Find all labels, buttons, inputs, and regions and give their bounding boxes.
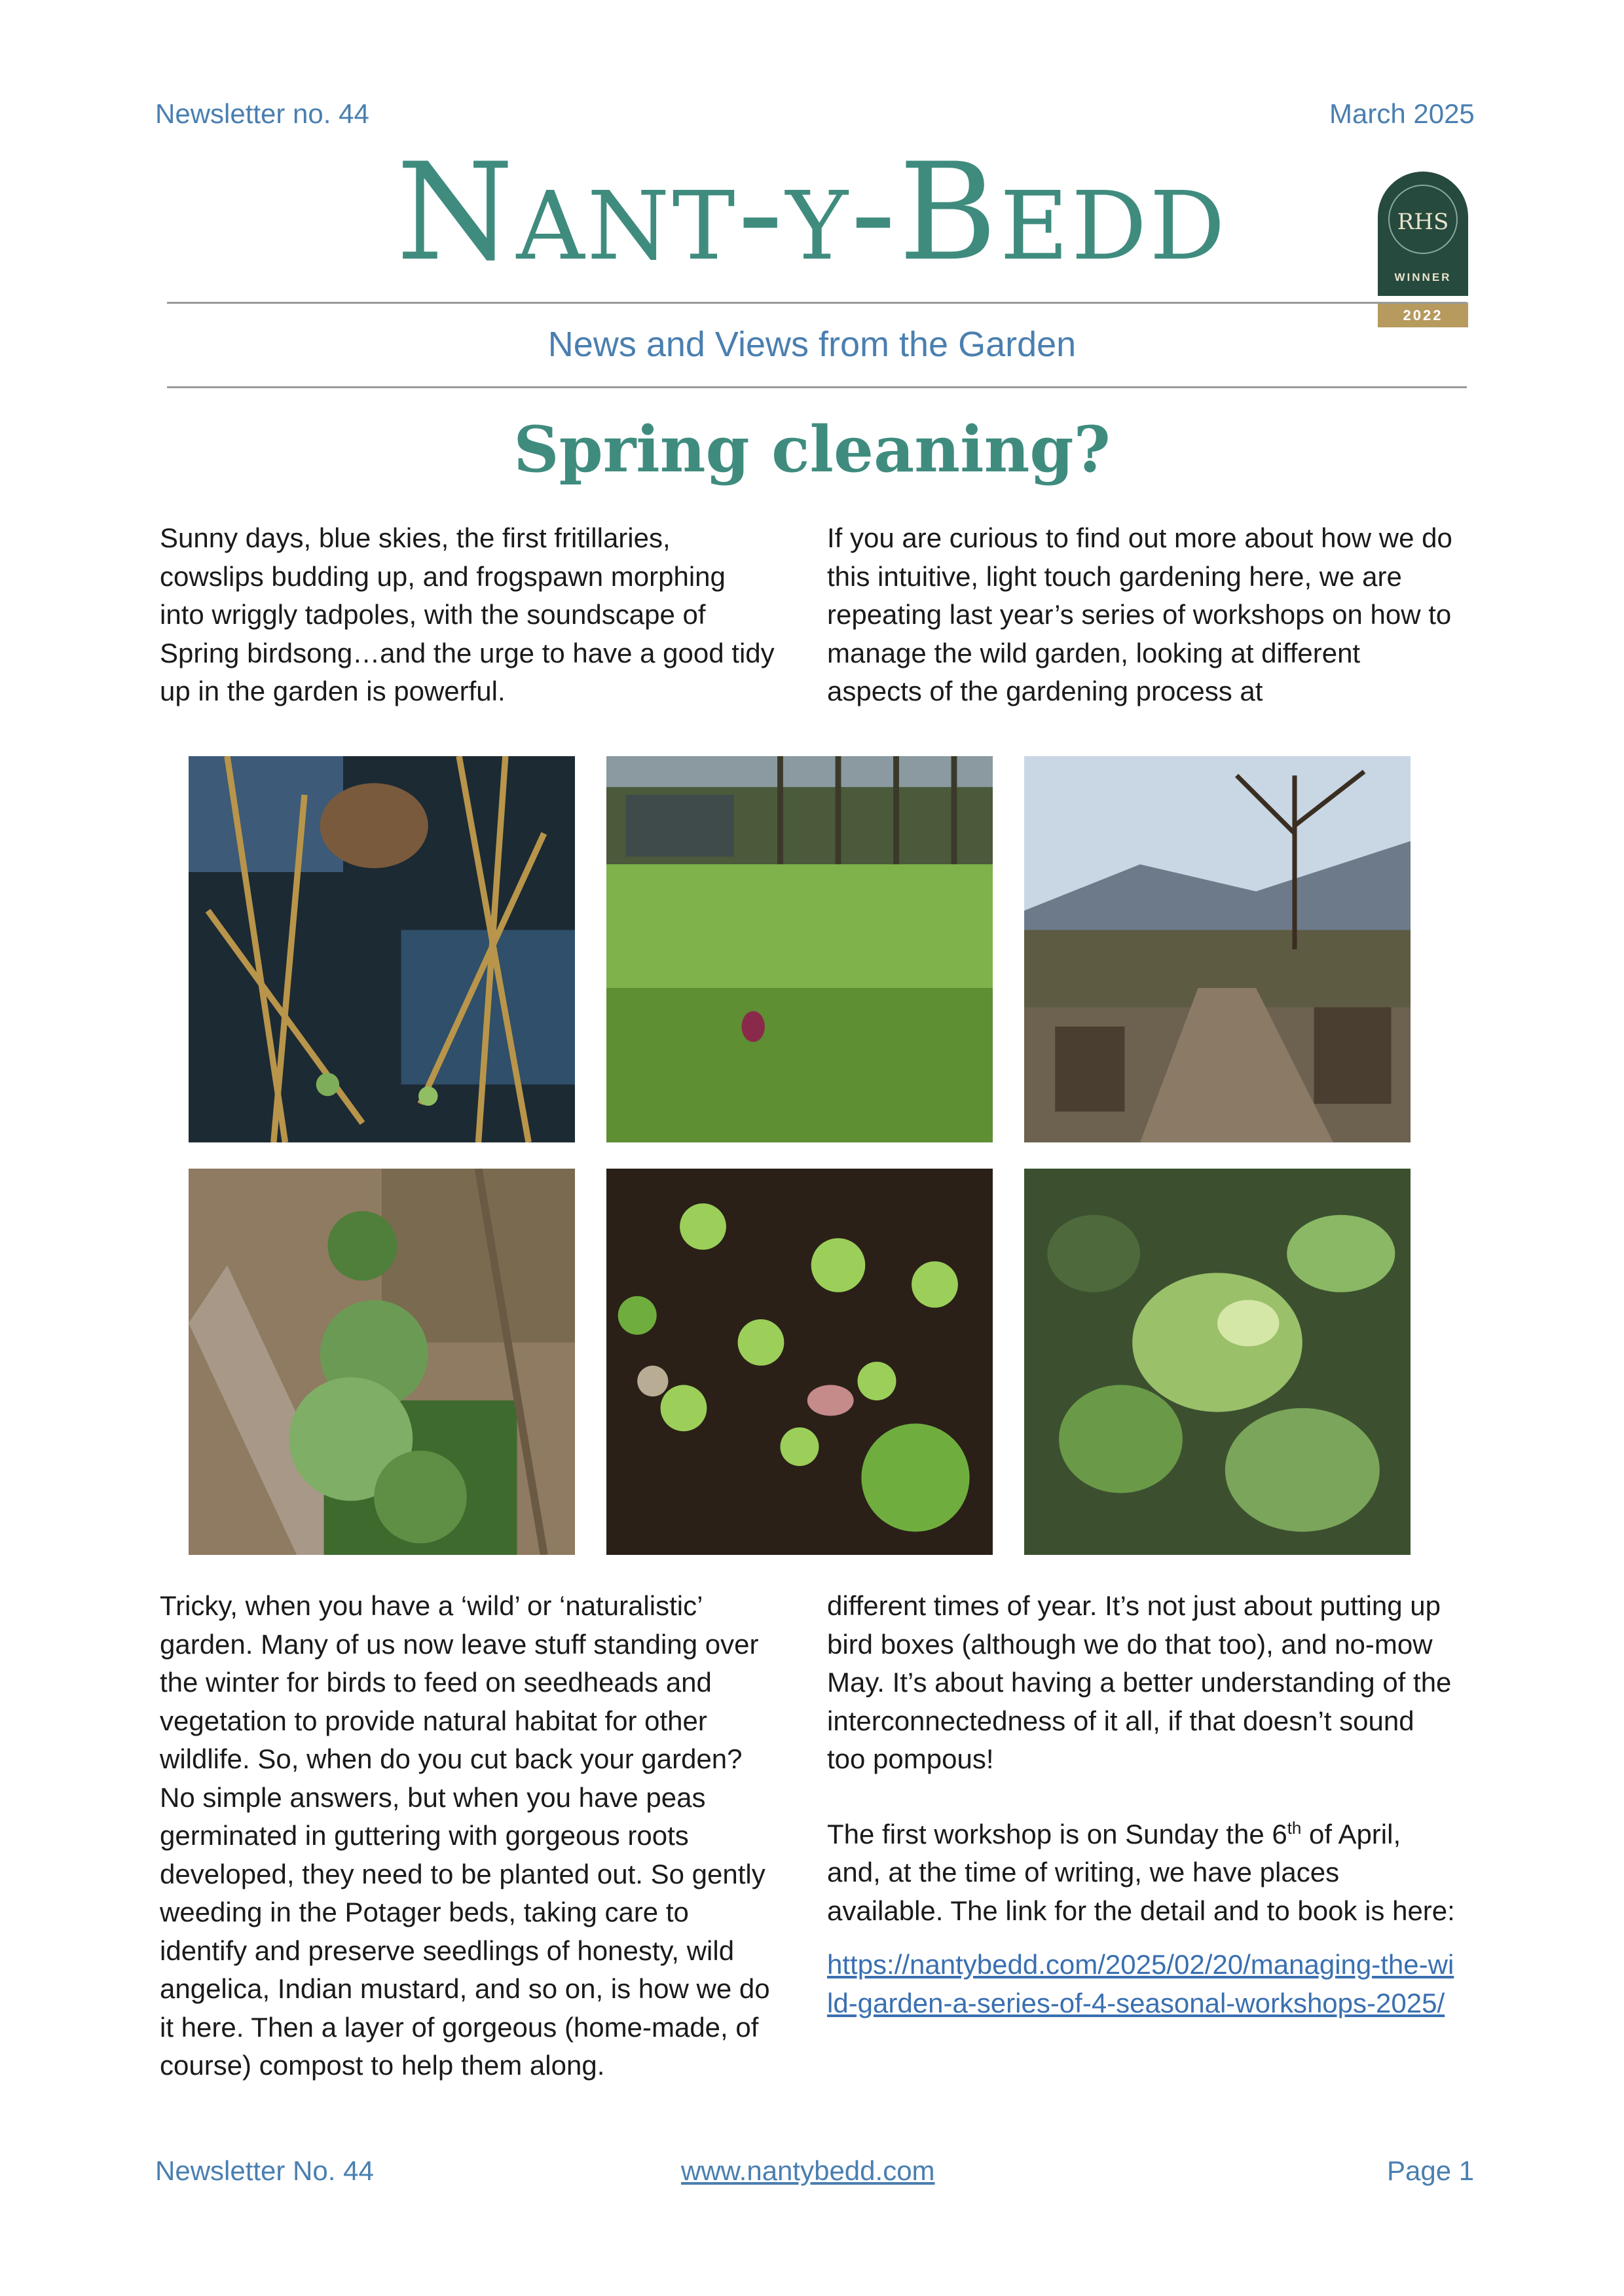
masthead-title: Nant-y-Bedd	[396, 135, 1228, 291]
header-rule-bottom	[167, 386, 1467, 388]
workshop-text-end: of April, and, at the time of writing, we have places available. The link for the detail and to book is here:	[827, 1818, 1455, 1926]
newsletter-date: March 2025	[1329, 98, 1475, 129]
intro-left-text: Sunny days, blue skies, the first fritillaries, cowslips budding up, and frogspawn morphing into wriggly tadpoles, with the soundscape of Spring birdsong…and the urge to have a good tidy up in the garden is powerful.	[160, 522, 775, 706]
workshop-paragraph	[827, 1809, 1456, 1931]
workshop-date-suffix: th	[1287, 1817, 1302, 1838]
badge-org: RHS	[1397, 209, 1449, 235]
article-headline: Spring cleaning?	[513, 412, 1111, 486]
newsletter-issue: Newsletter no. 44	[155, 98, 369, 129]
footer-page-number: Page 1	[1387, 2155, 1475, 2186]
footer-website-link[interactable]: www.nantybedd.com	[681, 2155, 935, 2186]
body-left-paragraph	[160, 1587, 775, 2085]
badge-label: WINNER	[1394, 271, 1452, 283]
footer-issue: Newsletter No. 44	[155, 2155, 374, 2186]
body-right-column	[827, 1587, 1456, 2022]
newsletter-subtitle: News and Views from the Garden	[547, 325, 1077, 364]
rhs-winner-badge	[1378, 172, 1468, 327]
intro-right-paragraph	[827, 519, 1456, 711]
photo-pond-tadpoles	[189, 756, 575, 1142]
photo-foliage-hellebore	[1024, 1169, 1411, 1555]
header-rule-top	[167, 302, 1467, 304]
intro-left-paragraph	[160, 519, 775, 711]
intro-right-text: If you are curious to find out more about how we do this intuitive, light touch gardening here, we are repeating last year’s series of workshops on how to manage the wild garden, looking at different aspects of the gardening process at	[827, 522, 1452, 706]
body-left-text: Tricky, when you have a ‘wild’ or ‘naturalistic’ garden. Many of us now leave stuff standing over the winter for birds to feed on seedheads and vegetation to provide natural habitat for other wildlife. So, when do you cut back your garden? No simple answers, but when you have peas germinated in guttering with gorgeous roots developed, they need to be planted out. So gently weeding in the Potager beds, taking care to identify and preserve seedlings of honesty, wild angelica, Indian mustard, and so on, is how we do it here. Then a layer of gorgeous (home-made, of course) compost to help them along.	[160, 1590, 770, 2081]
photo-potager-kale	[189, 1169, 575, 1555]
workshop-booking-link[interactable]: https://nantybedd.com/2025/02/20/managing-the-wild-garden-a-series-of-4-seasonal-workshops-2025/	[827, 1949, 1454, 2018]
photo-meadow-fritillary	[606, 756, 993, 1142]
photo-seedlings	[606, 1169, 993, 1555]
photo-winter-garden-beds	[1024, 756, 1411, 1142]
badge-year: 2022	[1403, 307, 1443, 323]
workshop-text-start: The first workshop is on Sunday the 6	[827, 1818, 1287, 1850]
body-right-text: different times of year. It’s not just about putting up bird boxes (although we do that too), and no-mow May. It’s about having a better understanding of the interconnectedness of it all, if that doesn’t sound too pompous!	[827, 1590, 1452, 1774]
